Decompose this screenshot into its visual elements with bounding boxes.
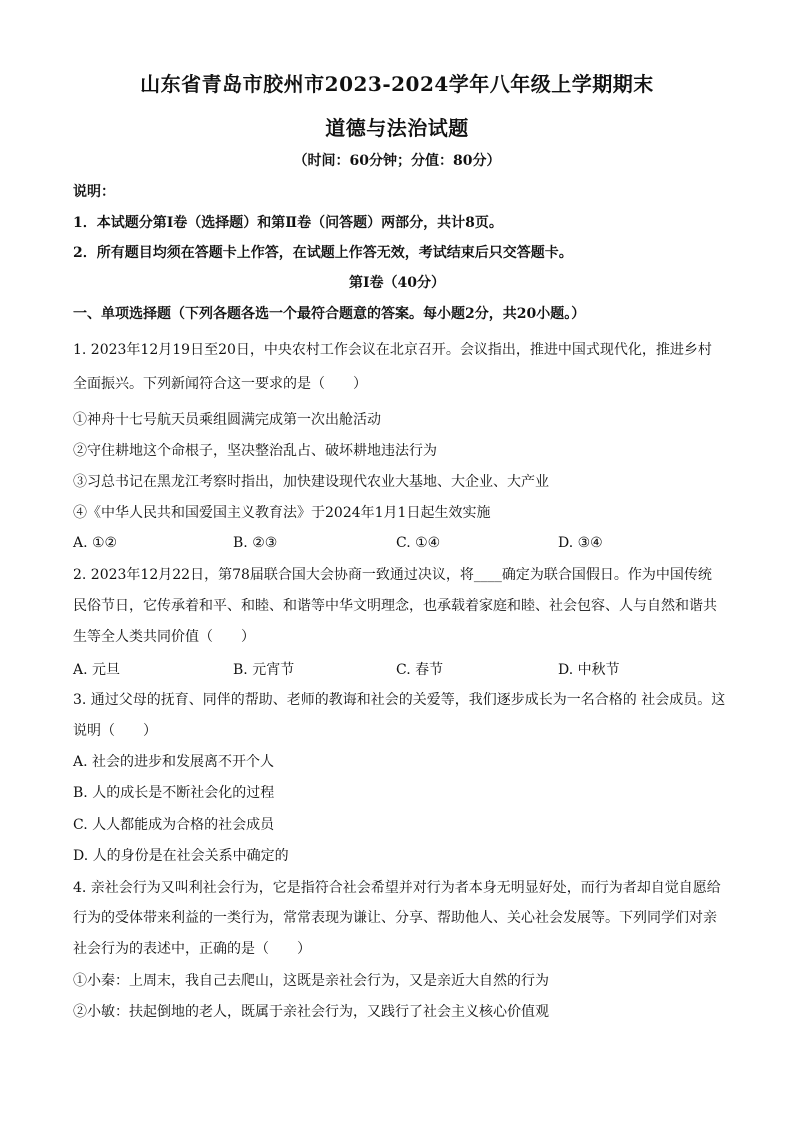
question-1-stem: 1. 2023年12月19日至20日，中央农村工作会议在北京召开。会议指出，推进中国式现代化，推进乡村 (73, 342, 712, 358)
option-b: B. ②③ (233, 535, 278, 551)
instructions-heading: 说明： (73, 184, 115, 200)
question-1-statement: ③习总书记在黑龙江考察时指出，加快建设现代农业大基地、大企业、大产业 (73, 474, 549, 490)
instruction-item: 2．所有题目均须在答题卡上作答，在试题上作答无效，考试结束后只交答题卡。 (73, 245, 573, 261)
option-a: A. 元旦 (73, 662, 121, 678)
question-4-statement: ②小敏：扶起倒地的老人，既属于亲社会行为，又践行了社会主义核心价值观 (73, 1004, 549, 1020)
question-1-stem: 全面振兴。下列新闻符合这一要求的是（ ） (73, 376, 367, 392)
volume-heading: 第Ⅰ卷（40分） (348, 275, 446, 291)
question-3-choice-c: C. 人人都能成为合格的社会成员 (73, 817, 275, 833)
question-4-stem: 社会行为的表述中，正确的是（ ） (73, 941, 311, 957)
question-3-choice-a: A. 社会的进步和发展离不开个人 (73, 754, 275, 770)
option-d: D. 中秋节 (558, 662, 620, 678)
option-d: D. ③④ (558, 535, 603, 551)
question-2-stem: 2. 2023年12月22日，第78届联合国大会协商一致通过决议，将____确定为联合国假日。作为中国传统 (73, 567, 712, 583)
question-3-stem: 3. 通过父母的抚育、同伴的帮助、老师的教诲和社会的关爱等，我们逐步成长为一名合格的 社会成员。这 (73, 692, 726, 708)
section-heading: 一、单项选择题（下列各题各选一个最符合题意的答案。每小题2分，共20小题。） (73, 306, 586, 322)
question-1-statement: ②守住耕地这个命根子，坚决整治乱占、破坏耕地违法行为 (73, 443, 437, 459)
question-4-stem: 行为的受体带来利益的一类行为，常常表现为谦让、分享、帮助他人、关心社会发展等。下列同学们对亲 (73, 910, 717, 926)
exam-title: 山东省青岛市胶州市2023-2024学年八年级上学期期末 (140, 72, 654, 96)
question-3-stem: 说明（ ） (73, 723, 157, 739)
question-3-choice-b: B. 人的成长是不断社会化的过程 (73, 785, 275, 801)
question-1-options (73, 535, 723, 555)
option-a: A. ①② (73, 535, 118, 551)
option-b: B. 元宵节 (233, 662, 295, 678)
option-c: C. 春节 (396, 662, 444, 678)
question-4-statement: ①小秦：上周末，我自己去爬山，这既是亲社会行为，又是亲近大自然的行为 (73, 973, 549, 989)
question-1-statement: ④《中华人民共和国爱国主义教育法》于2024年1月1日起生效实施 (73, 505, 491, 521)
question-2-options (73, 659, 723, 679)
question-2-stem: 民俗节日，它传承着和平、和睦、和谐等中华文明理念，也承载着家庭和睦、社会包容、人与自然和谐共 (73, 598, 717, 614)
instruction-item: 1．本试题分第Ⅰ卷（选择题）和第Ⅱ卷（问答题）两部分，共计8页。 (73, 215, 503, 231)
question-1-statement: ①神舟十七号航天员乘组圆满完成第一次出舱活动 (73, 412, 381, 428)
question-4-stem: 4. 亲社会行为又叫利社会行为，它是指符合社会希望并对行为者本身无明显好处，而行为者却自觉自愿给 (73, 880, 721, 896)
option-c: C. ①④ (396, 535, 441, 551)
exam-subject-title: 道德与法治试题 (325, 116, 469, 140)
question-3-choice-d: D. 人的身份是在社会关系中确定的 (73, 848, 289, 864)
question-2-stem: 生等全人类共同价值（ ） (73, 629, 255, 645)
exam-time-score: （时间：60分钟；分值：80分） (293, 153, 501, 169)
